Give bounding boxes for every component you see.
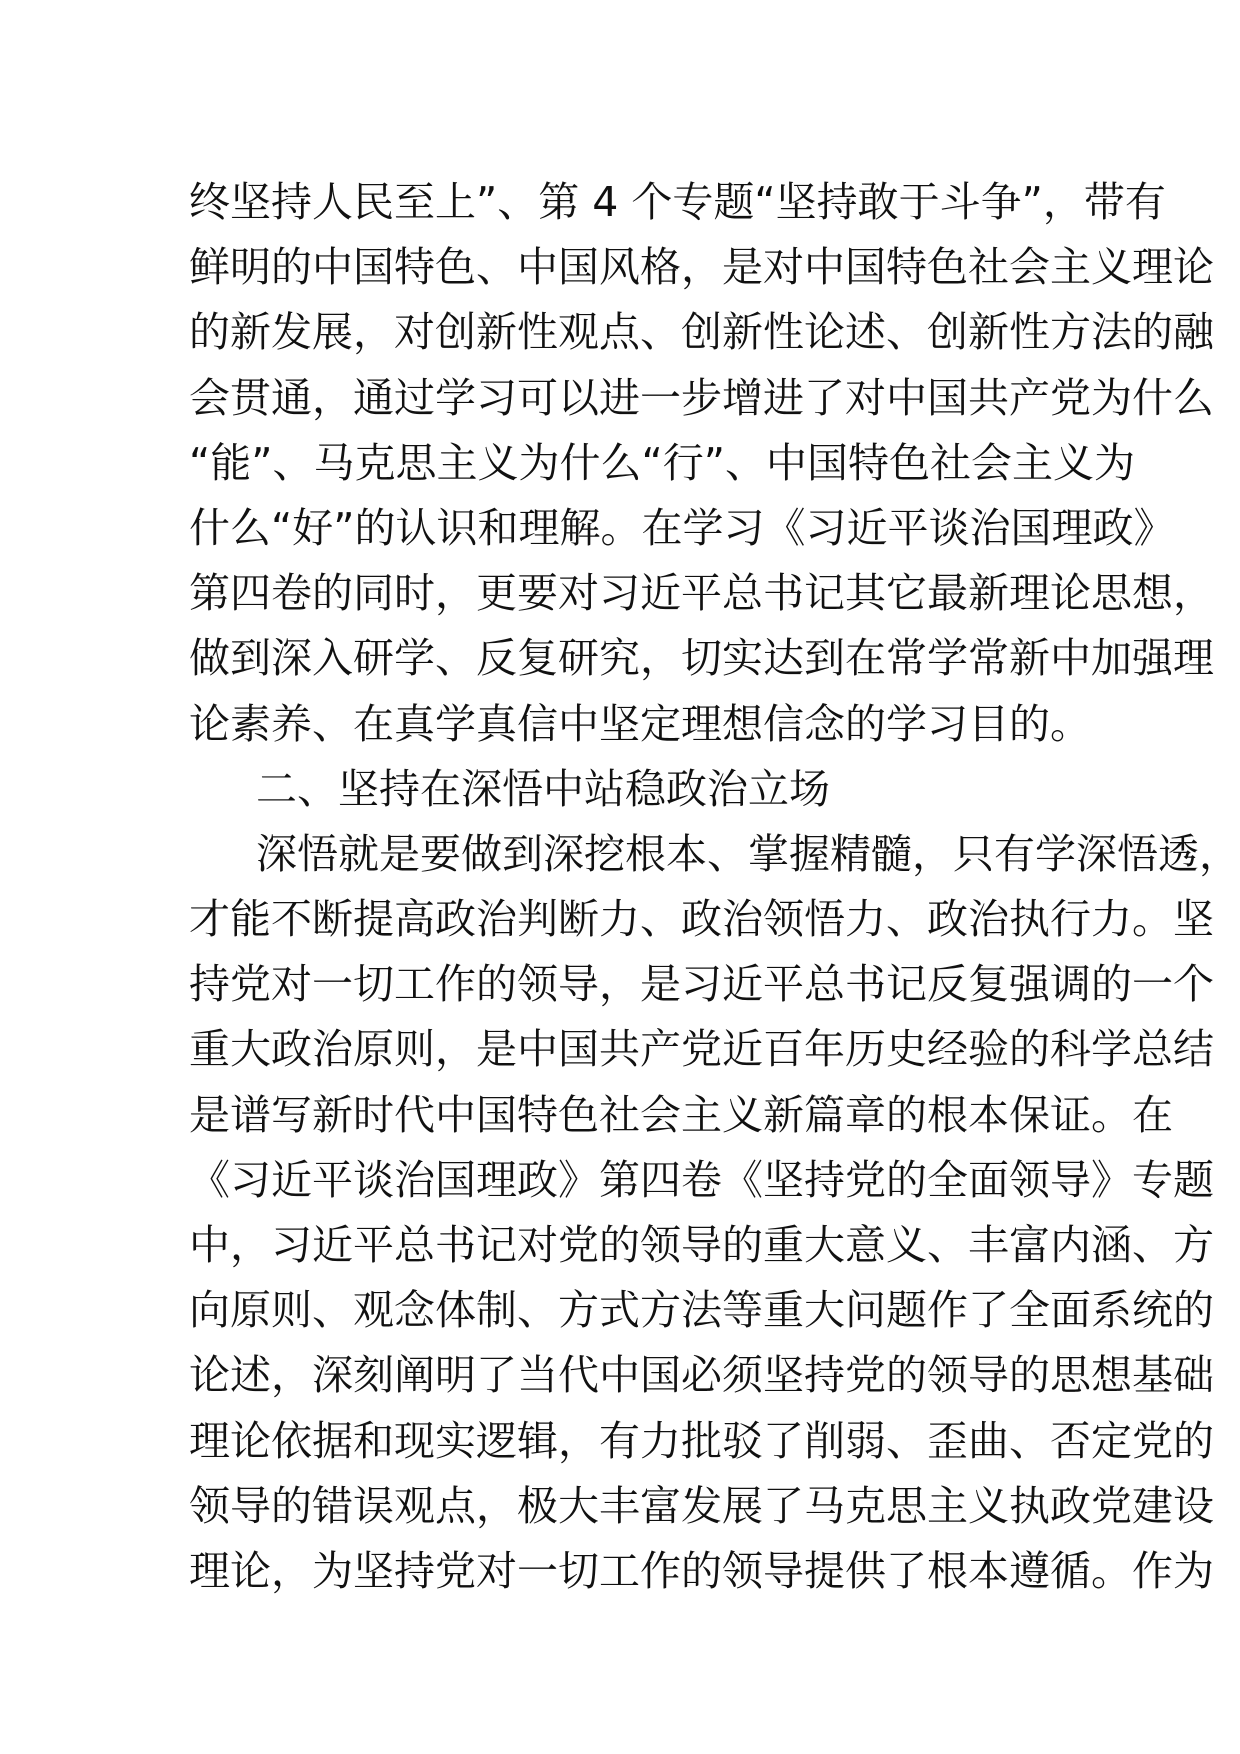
text-line: 会贯通，通过学习可以进一步增进了对中国共产党为什么 (189, 373, 1214, 422)
text-line: 中，习近平总书记对党的领导的重大意义、丰富内涵、方 (189, 1221, 1214, 1269)
text-line: 的新发展，对创新性观点、创新性论述、创新性方法的融 (189, 308, 1214, 357)
text-line: 领导的错误观点，极大丰富发展了马克思主义执政党建设 (189, 1481, 1214, 1530)
text-line: 重大政治原则，是中国共产党近百年历史经验的科学总结 (189, 1025, 1214, 1074)
text-line: 持党对一切工作的领导，是习近平总书记反复强调的一个 (189, 960, 1214, 1009)
text-line: 深悟就是要做到深挖根本、掌握精髓，只有学深悟透， (256, 829, 1240, 878)
text-line: 鲜明的中国特色、中国风格，是对中国特色社会主义理论 (189, 243, 1214, 292)
text-line: 论述，深刻阐明了当代中国必须坚持党的领导的思想基础 (189, 1351, 1214, 1400)
text-line: “能”、马克思主义为什么“行”、中国特色社会主义为 (189, 438, 1135, 487)
text-line: 理论依据和现实逻辑，有力批驳了削弱、歪曲、否定党的 (189, 1416, 1214, 1465)
text-line: 《习近平谈治国理政》第四卷《坚持党的全面领导》专题 (189, 1155, 1214, 1204)
text-line: 理论，为坚持党对一切工作的领导提供了根本遵循。作为 (189, 1546, 1214, 1595)
text-line: 做到深入研学、反复研究，切实达到在常学常新中加强理 (189, 634, 1214, 683)
text-line: 论素养、在真学真信中坚定理想信念的学习目的。 (189, 699, 1091, 748)
document-page (189, 170, 1240, 1604)
text-line: 什么“好”的认识和理解。在学习《习近平谈治国理政》 (189, 503, 1175, 552)
text-line: 向原则、观念体制、方式方法等重大问题作了全面系统的 (189, 1286, 1214, 1335)
section-heading: 二、坚持在深悟中站稳政治立场 (256, 764, 830, 813)
text-line: 是谱写新时代中国特色社会主义新篇章的根本保证。在 (189, 1090, 1173, 1139)
text-line: 第四卷的同时，更要对习近平总书记其它最新理论思想， (189, 569, 1214, 618)
text-line: 终坚持人民至上”、第 4 个专题“坚持敢于斗争”，带有 (189, 178, 1166, 226)
text-line: 才能不断提高政治判断力、政治领悟力、政治执行力。坚 (189, 895, 1214, 944)
